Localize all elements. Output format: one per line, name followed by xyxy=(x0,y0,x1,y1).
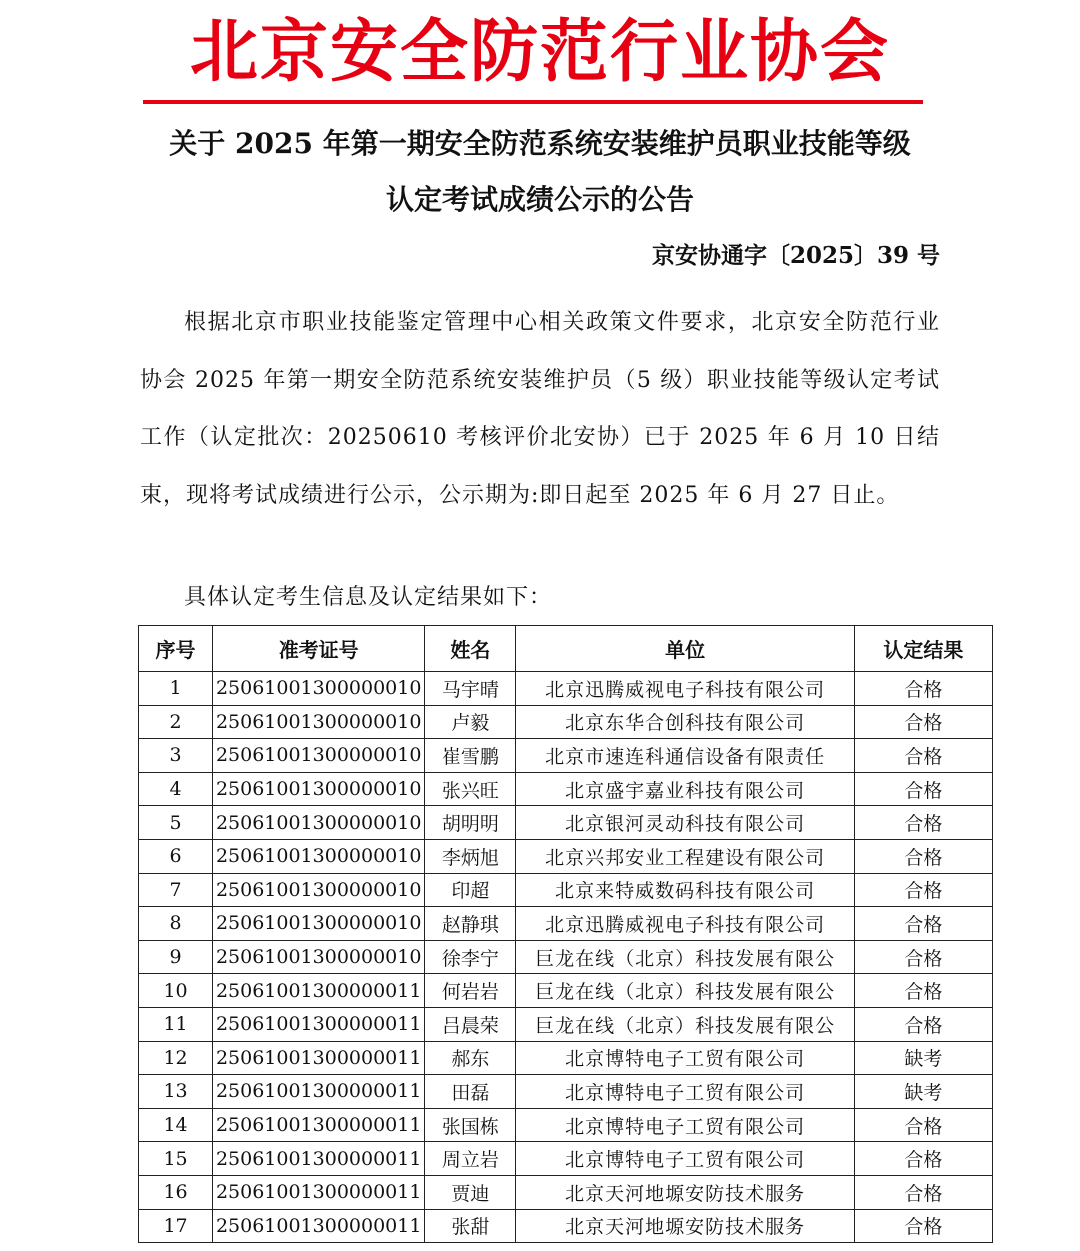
unit-cell: 北京兴邦安业工程建设有限公司 xyxy=(516,839,854,873)
exam-id-cell: 25061001300000011 xyxy=(213,1108,425,1142)
header-seq: 序号 xyxy=(139,626,213,672)
seq-cell: 17 xyxy=(139,1209,213,1243)
result-cell: 合格 xyxy=(854,705,992,739)
name-cell: 印超 xyxy=(425,873,516,907)
seq-cell: 12 xyxy=(139,1041,213,1075)
seq-cell: 4 xyxy=(139,772,213,806)
result-cell: 合格 xyxy=(854,806,992,840)
unit-cell: 北京天河地塬安防技术服务 xyxy=(516,1209,854,1243)
name-cell: 贾迪 xyxy=(425,1175,516,1209)
result-cell: 合格 xyxy=(854,1007,992,1041)
table-row xyxy=(139,907,993,941)
result-cell: 合格 xyxy=(854,1175,992,1209)
exam-id-cell: 25061001300000011 xyxy=(213,1041,425,1075)
result-cell: 合格 xyxy=(854,1209,992,1243)
result-cell: 合格 xyxy=(854,907,992,941)
table-row xyxy=(139,1209,993,1243)
table-row xyxy=(139,672,993,706)
exam-id-cell: 25061001300000011 xyxy=(213,1142,425,1176)
unit-cell: 北京迅腾威视电子科技有限公司 xyxy=(516,907,854,941)
seq-cell: 8 xyxy=(139,907,213,941)
table-row xyxy=(139,974,993,1008)
red-divider xyxy=(143,100,923,104)
seq-cell: 1 xyxy=(139,672,213,706)
name-cell: 崔雪鹏 xyxy=(425,739,516,773)
seq-cell: 6 xyxy=(139,839,213,873)
results-table xyxy=(138,625,993,1243)
result-cell: 合格 xyxy=(854,839,992,873)
result-cell: 缺考 xyxy=(854,1041,992,1075)
name-cell: 吕晨荣 xyxy=(425,1007,516,1041)
document-number: 京安协通字〔2025〕39 号 xyxy=(651,242,940,269)
seq-cell: 10 xyxy=(139,974,213,1008)
name-cell: 何岩岩 xyxy=(425,974,516,1008)
unit-cell: 北京盛宇嘉业科技有限公司 xyxy=(516,772,854,806)
name-cell: 张甜 xyxy=(425,1209,516,1243)
unit-cell: 北京市速连科通信设备有限责任 xyxy=(516,739,854,773)
header-unit: 单位 xyxy=(516,626,854,672)
name-cell: 胡明明 xyxy=(425,806,516,840)
exam-id-cell: 25061001300000011 xyxy=(213,1209,425,1243)
unit-cell: 北京博特电子工贸有限公司 xyxy=(516,1041,854,1075)
table-row xyxy=(139,705,993,739)
table-row xyxy=(139,873,993,907)
exam-id-cell: 25061001300000010 xyxy=(213,739,425,773)
exam-id-cell: 25061001300000010 xyxy=(213,907,425,941)
seq-cell: 3 xyxy=(139,739,213,773)
exam-id-cell: 25061001300000010 xyxy=(213,873,425,907)
result-cell: 合格 xyxy=(854,672,992,706)
exam-id-cell: 25061001300000011 xyxy=(213,1007,425,1041)
seq-cell: 14 xyxy=(139,1108,213,1142)
result-cell: 合格 xyxy=(854,772,992,806)
unit-cell: 北京迅腾威视电子科技有限公司 xyxy=(516,672,854,706)
result-cell: 合格 xyxy=(854,873,992,907)
table-row xyxy=(139,739,993,773)
name-cell: 张兴旺 xyxy=(425,772,516,806)
unit-cell: 北京博特电子工贸有限公司 xyxy=(516,1075,854,1109)
table-row xyxy=(139,1142,993,1176)
exam-id-cell: 25061001300000011 xyxy=(213,974,425,1008)
header-exam-id: 准考证号 xyxy=(213,626,425,672)
unit-cell: 巨龙在线（北京）科技发展有限公 xyxy=(516,1007,854,1041)
name-cell: 周立岩 xyxy=(425,1142,516,1176)
table-row xyxy=(139,1175,993,1209)
table-header-row xyxy=(139,626,993,672)
exam-id-cell: 25061001300000011 xyxy=(213,1175,425,1209)
header-result: 认定结果 xyxy=(854,626,992,672)
table-row xyxy=(139,806,993,840)
header-name: 姓名 xyxy=(425,626,516,672)
result-cell: 缺考 xyxy=(854,1075,992,1109)
exam-id-cell: 25061001300000010 xyxy=(213,940,425,974)
exam-id-cell: 25061001300000011 xyxy=(213,1075,425,1109)
result-cell: 合格 xyxy=(854,1142,992,1176)
result-cell: 合格 xyxy=(854,1108,992,1142)
seq-cell: 13 xyxy=(139,1075,213,1109)
seq-cell: 9 xyxy=(139,940,213,974)
table-row xyxy=(139,839,993,873)
table-row xyxy=(139,1007,993,1041)
seq-cell: 2 xyxy=(139,705,213,739)
result-cell: 合格 xyxy=(854,974,992,1008)
name-cell: 张国栋 xyxy=(425,1108,516,1142)
exam-id-cell: 25061001300000010 xyxy=(213,839,425,873)
table-row xyxy=(139,1041,993,1075)
notice-paragraph: 根据北京市职业技能鉴定管理中心相关政策文件要求，北京安全防范行业协会 2025 年第一期安全防范系统安装维护员（5 级）职业技能等级认定考试工作（认定批次：20250610 考核评价北安协）已于 2025 年 6 月 10 日结束，现将考试成绩进行公示，公示期为:即日起至 2025 年 6 月 27 日止。 xyxy=(140,310,940,508)
result-cell: 合格 xyxy=(854,940,992,974)
unit-cell: 北京天河地塬安防技术服务 xyxy=(516,1175,854,1209)
result-cell: 合格 xyxy=(854,739,992,773)
name-cell: 李炳旭 xyxy=(425,839,516,873)
seq-cell: 15 xyxy=(139,1142,213,1176)
table-row xyxy=(139,1075,993,1109)
unit-cell: 巨龙在线（北京）科技发展有限公 xyxy=(516,974,854,1008)
table-intro: 具体认定考生信息及认定结果如下： xyxy=(184,585,553,610)
exam-id-cell: 25061001300000010 xyxy=(213,806,425,840)
notice-title-line2: 认定考试成绩公示的公告 xyxy=(385,183,694,216)
name-cell: 卢毅 xyxy=(425,705,516,739)
seq-cell: 16 xyxy=(139,1175,213,1209)
notice-title-line1: 关于 2025 年第一期安全防范系统安装维护员职业技能等级 xyxy=(169,127,911,160)
seq-cell: 7 xyxy=(139,873,213,907)
organization-title: 北京安全防范行业协会 xyxy=(189,13,890,92)
unit-cell: 北京博特电子工贸有限公司 xyxy=(516,1142,854,1176)
name-cell: 马宇晴 xyxy=(425,672,516,706)
table-row xyxy=(139,940,993,974)
exam-id-cell: 25061001300000010 xyxy=(213,705,425,739)
name-cell: 田磊 xyxy=(425,1075,516,1109)
table-row xyxy=(139,1108,993,1142)
exam-id-cell: 25061001300000010 xyxy=(213,772,425,806)
unit-cell: 北京银河灵动科技有限公司 xyxy=(516,806,854,840)
seq-cell: 11 xyxy=(139,1007,213,1041)
seq-cell: 5 xyxy=(139,806,213,840)
unit-cell: 北京博特电子工贸有限公司 xyxy=(516,1108,854,1142)
table-row xyxy=(139,772,993,806)
name-cell: 赵静琪 xyxy=(425,907,516,941)
name-cell: 徐李宁 xyxy=(425,940,516,974)
exam-id-cell: 25061001300000010 xyxy=(213,672,425,706)
unit-cell: 北京来特威数码科技有限公司 xyxy=(516,873,854,907)
name-cell: 郝东 xyxy=(425,1041,516,1075)
unit-cell: 巨龙在线（北京）科技发展有限公 xyxy=(516,940,854,974)
unit-cell: 北京东华合创科技有限公司 xyxy=(516,705,854,739)
